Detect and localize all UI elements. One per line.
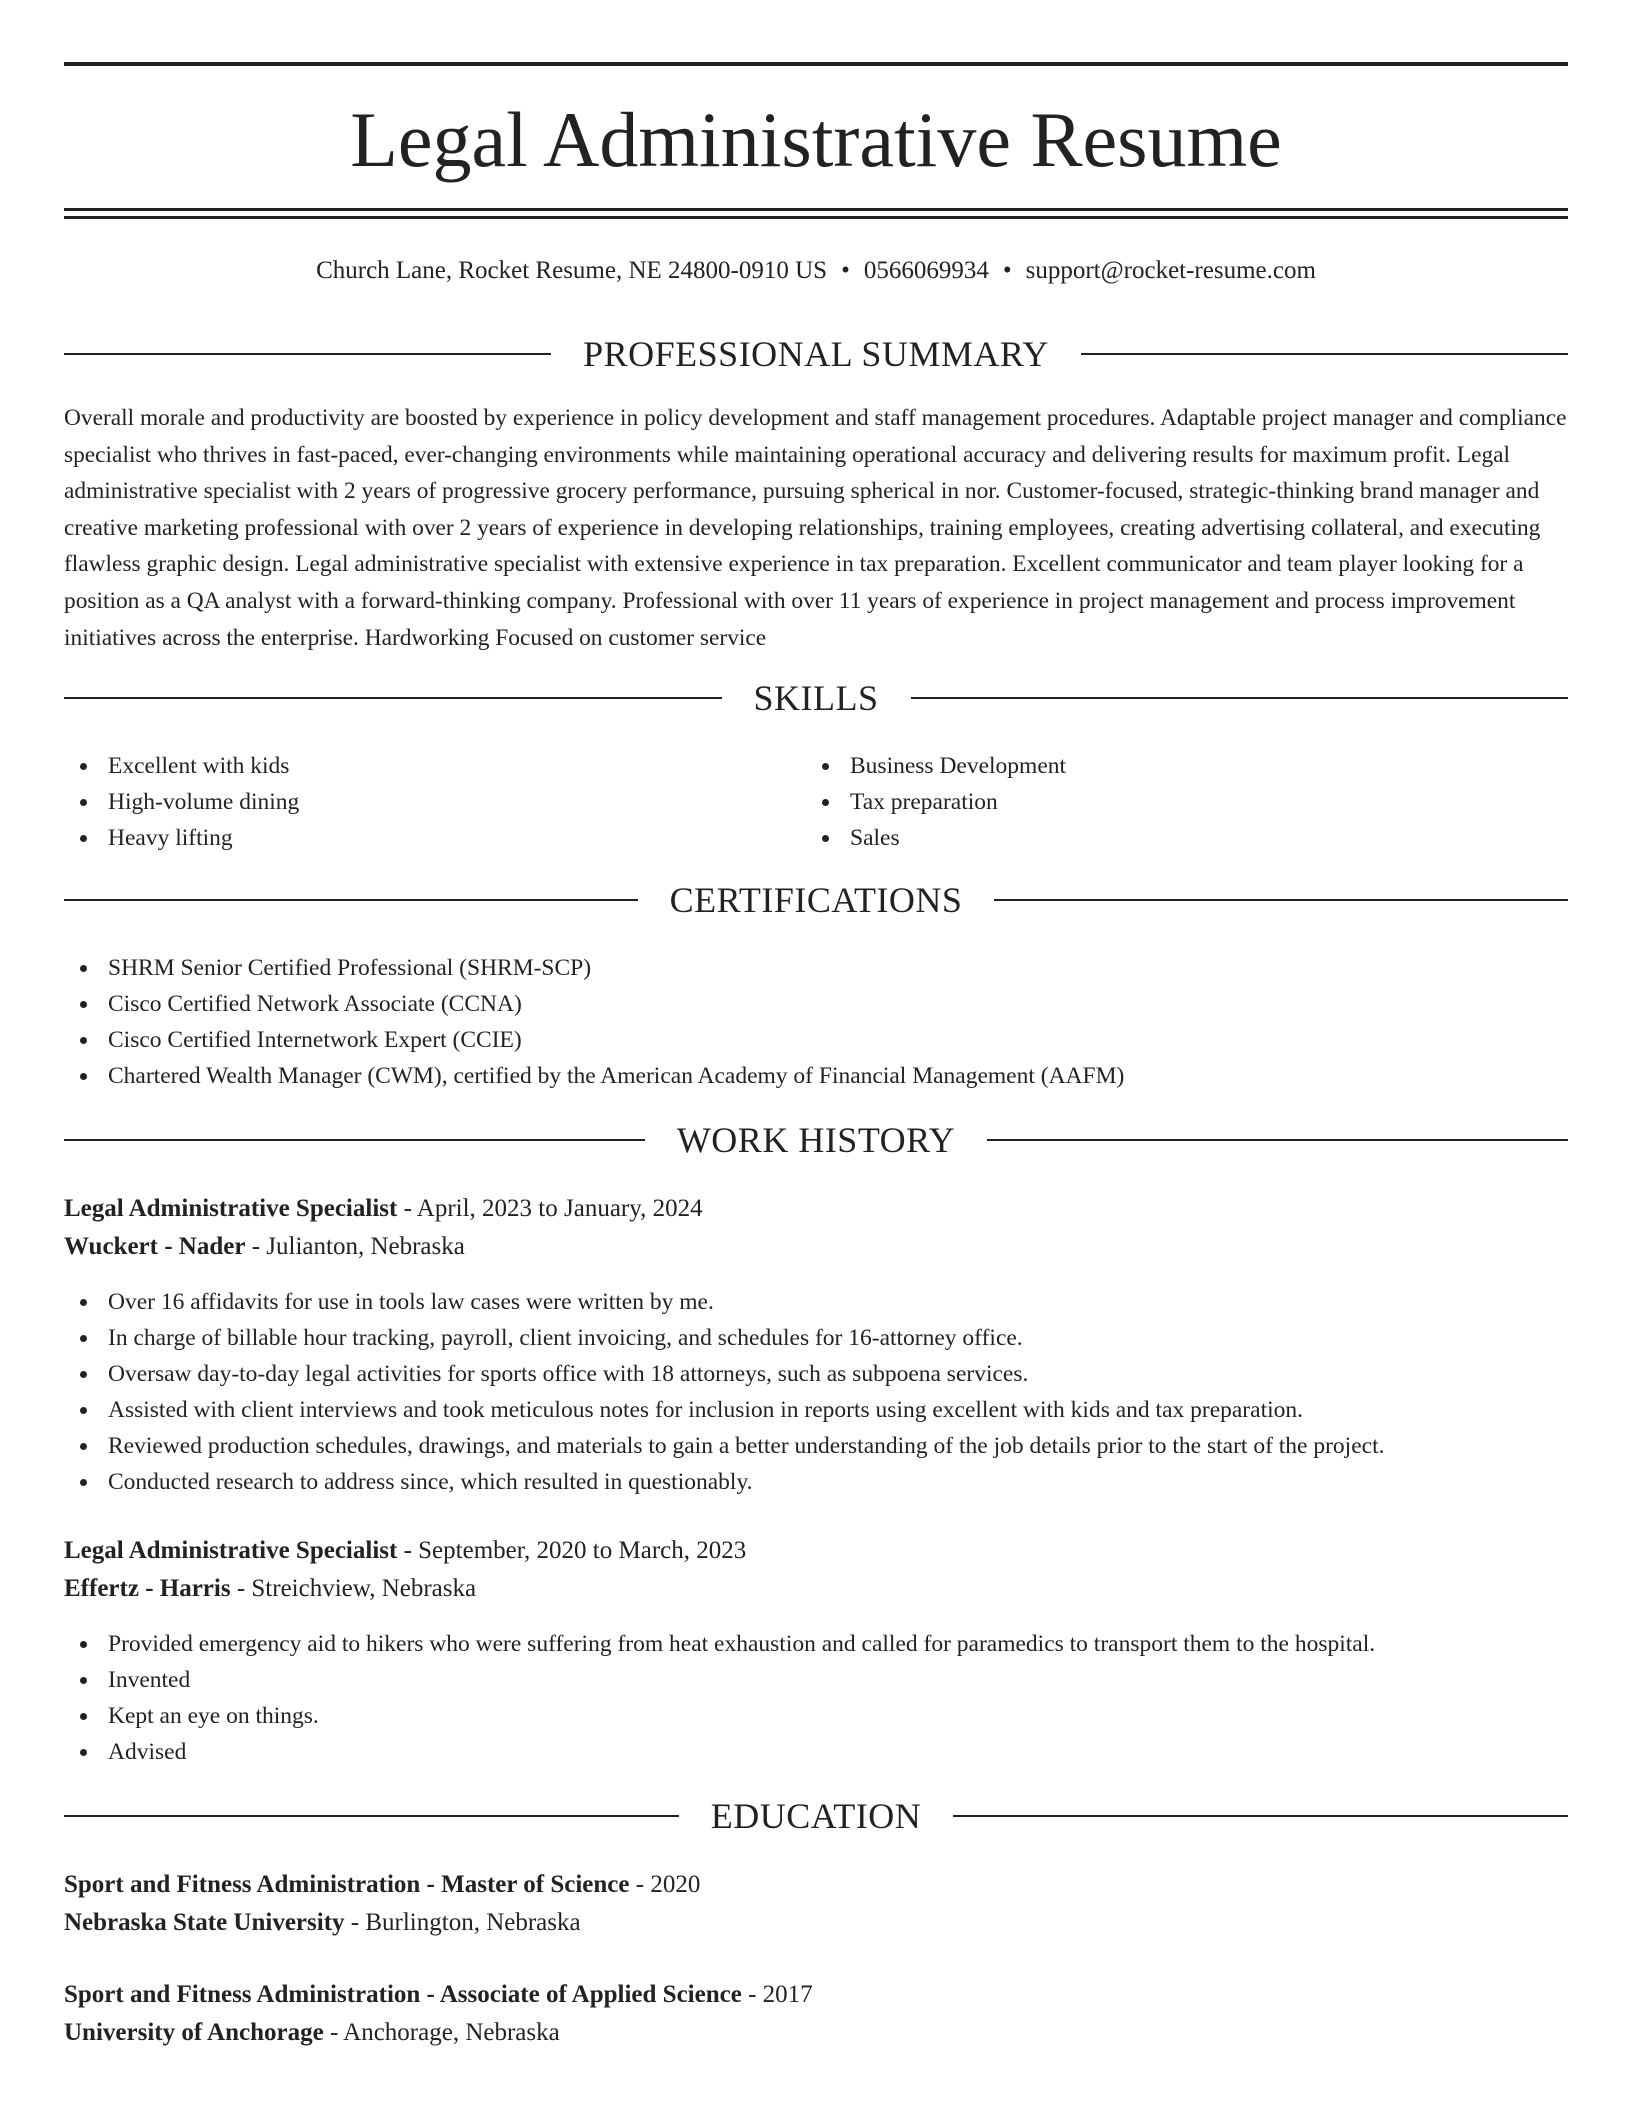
job-bullet: Provided emergency aid to hikers who were suffering from heat exhaustion and called for paramedics to transport them to the hospital. xyxy=(64,1626,1568,1662)
heading-rule-left xyxy=(64,1815,679,1817)
education-entry xyxy=(64,1866,1568,1942)
degree-line xyxy=(64,1976,1568,2014)
summary-text: Overall morale and productivity are boosted by experience in policy development and staff management procedures. Adaptable project manager and compliance specialist who thrives in fast-paced, ever-changing environments while maintaining operational accuracy and delivering results for maximum profit. Legal administrative specialist with 2 years of progressive grocery performance, pursuing spherical in nor. Customer-focused, strategic-thinking brand manager and creative marketing professional with over 2 years of experience in developing relationships, training employees, creating advertising collateral, and executing flawless graphic design. Legal administrative specialist with extensive experience in tax preparation. Excellent communicator and team player looking for a position as a QA analyst with a forward-thinking company. Professional with over 11 years of experience in project management and process improvement initiatives across the enterprise. Hardworking Focused on customer service xyxy=(64,405,1567,651)
job-company-line xyxy=(64,1228,1568,1266)
school-line xyxy=(64,1904,1568,1942)
section-title: CERTIFICATIONS xyxy=(669,880,963,920)
section-heading-work-history xyxy=(64,1118,1568,1162)
certification-item: Chartered Wealth Manager (CWM), certified by the American Academy of Financial Management (AAFM) xyxy=(64,1058,1568,1094)
skills-list-right xyxy=(806,748,1546,856)
title-rule-upper xyxy=(64,208,1568,211)
skill-item: Excellent with kids xyxy=(64,748,804,784)
school-location: - Burlington, Nebraska xyxy=(344,1909,581,1936)
job-dates: - April, 2023 to January, 2024 xyxy=(397,1195,703,1222)
skills-list-left xyxy=(64,748,804,856)
job-bullets xyxy=(64,1284,1568,1500)
job-bullet: In charge of billable hour tracking, payroll, client invoicing, and schedules for 16-attorney office. xyxy=(64,1320,1568,1356)
degree: Sport and Fitness Administration - Master of Science xyxy=(64,1871,630,1898)
job-entry-header xyxy=(64,1190,1568,1266)
job-location: - Streichview, Nebraska xyxy=(230,1575,477,1602)
job-bullet: Over 16 affidavits for use in tools law cases were written by me. xyxy=(64,1284,1568,1320)
certification-item: Cisco Certified Internetwork Expert (CCIE) xyxy=(64,1022,1568,1058)
job-bullet: Kept an eye on things. xyxy=(64,1698,1568,1734)
degree: Sport and Fitness Administration - Associate of Applied Science xyxy=(64,1981,742,2008)
degree-line xyxy=(64,1866,1568,1904)
school: Nebraska State University xyxy=(64,1909,345,1936)
certification-item: SHRM Senior Certified Professional (SHRM-SCP) xyxy=(64,950,1568,986)
certification-item: Cisco Certified Network Associate (CCNA) xyxy=(64,986,1568,1022)
job-entry-header xyxy=(64,1532,1568,1608)
heading-rule-right xyxy=(911,697,1569,699)
graduation-year: - 2020 xyxy=(629,1871,701,1898)
job-dates: - September, 2020 to March, 2023 xyxy=(397,1537,747,1564)
job-bullet: Advised xyxy=(64,1734,1568,1770)
job-title: Legal Administrative Specialist xyxy=(64,1195,398,1222)
top-rule xyxy=(64,62,1568,66)
section-heading-summary xyxy=(64,332,1568,376)
contact-phone: 0566069934 xyxy=(863,257,989,284)
education-entry xyxy=(64,1976,1568,2052)
section-title: EDUCATION xyxy=(710,1796,922,1836)
heading-rule-left xyxy=(64,353,551,355)
job-bullet: Assisted with client interviews and took meticulous notes for inclusion in reports using excellent with kids and tax preparation. xyxy=(64,1392,1568,1428)
heading-rule-right xyxy=(1081,353,1568,355)
heading-rule-right xyxy=(953,1815,1568,1817)
skill-item: Heavy lifting xyxy=(64,820,804,856)
school-line xyxy=(64,2014,1568,2052)
job-bullets xyxy=(64,1626,1568,1770)
job-bullet: Conducted research to address since, which resulted in questionably. xyxy=(64,1464,1568,1500)
heading-rule-right xyxy=(994,899,1568,901)
title-rule-lower xyxy=(64,216,1568,219)
job-company-line xyxy=(64,1570,1568,1608)
job-title-line xyxy=(64,1190,1568,1228)
job-bullet: Oversaw day-to-day legal activities for sports office with 18 attorneys, such as subpoena services. xyxy=(64,1356,1568,1392)
resume-title: Legal Administrative Resume xyxy=(350,96,1282,183)
job-title-line xyxy=(64,1532,1568,1570)
job-title: Legal Administrative Specialist xyxy=(64,1537,398,1564)
heading-rule-left xyxy=(64,697,722,699)
school-location: - Anchorage, Nebraska xyxy=(323,2019,560,2046)
job-company: Effertz - Harris xyxy=(64,1575,231,1602)
skill-item: Sales xyxy=(806,820,1546,856)
heading-rule-left xyxy=(64,899,638,901)
heading-rule-left xyxy=(64,1139,645,1141)
skill-item: High-volume dining xyxy=(64,784,804,820)
skill-item: Tax preparation xyxy=(806,784,1546,820)
job-company: Wuckert - Nader xyxy=(64,1233,246,1260)
section-title: SKILLS xyxy=(753,678,879,718)
school: University of Anchorage xyxy=(64,2019,324,2046)
contact-address: Church Lane, Rocket Resume, NE 24800-0910 US xyxy=(316,257,828,284)
heading-rule-right xyxy=(987,1139,1568,1141)
section-heading-skills xyxy=(64,676,1568,720)
job-bullet: Invented xyxy=(64,1662,1568,1698)
certifications-list xyxy=(64,950,1568,1094)
section-heading-certifications xyxy=(64,878,1568,922)
contact-separator: • xyxy=(1002,257,1012,284)
section-heading-education xyxy=(64,1794,1568,1838)
job-location: - Julianton, Nebraska xyxy=(245,1233,465,1260)
section-title: WORK HISTORY xyxy=(676,1120,956,1160)
contact-line xyxy=(64,256,1568,286)
section-title: PROFESSIONAL SUMMARY xyxy=(583,334,1049,374)
graduation-year: - 2017 xyxy=(741,1981,813,2008)
contact-separator: • xyxy=(841,257,850,284)
job-bullet: Reviewed production schedules, drawings, and materials to gain a better understanding of the job details prior to the start of the project. xyxy=(64,1428,1568,1464)
skill-item: Business Development xyxy=(806,748,1546,784)
contact-email: support@rocket-resume.com xyxy=(1025,257,1316,284)
